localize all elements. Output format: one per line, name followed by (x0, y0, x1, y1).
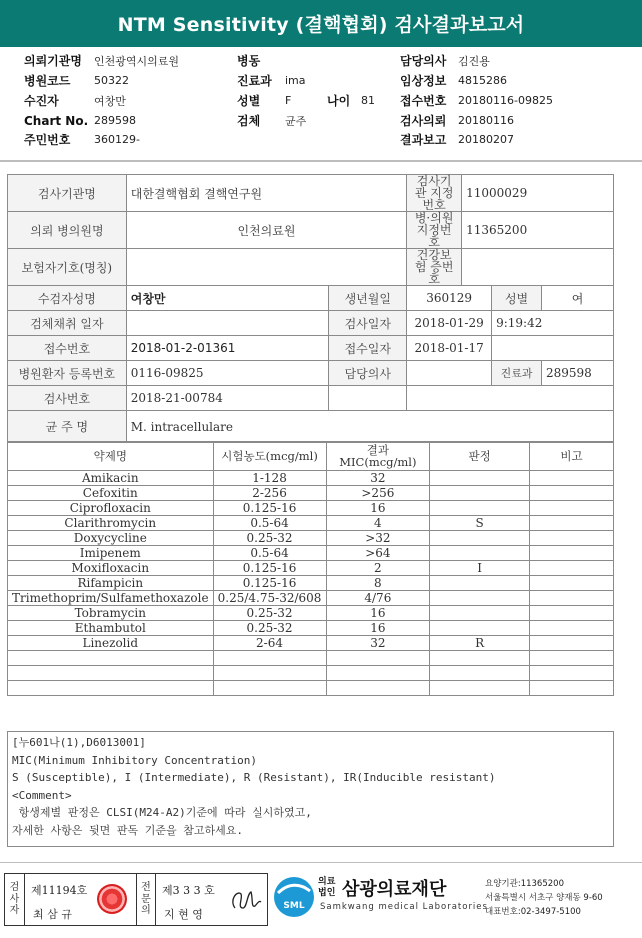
patient-label: 수진자 (24, 94, 59, 108)
organism-value: M. intracellulare (126, 411, 613, 443)
sex-value: F (285, 94, 292, 107)
dept-value: ima (285, 74, 306, 87)
specialist-label: 전 문 의 (136, 874, 156, 925)
drug-row (8, 576, 614, 591)
interpretation-cell: S (430, 516, 530, 531)
accession-value: 20180116-09825 (458, 94, 553, 107)
interpretation-cell (430, 546, 530, 561)
remark-cell (530, 531, 614, 546)
drug-name-cell: Clarithromycin (8, 516, 214, 531)
remark-cell (530, 636, 614, 651)
receipt-date-label: 접수일자 (329, 336, 407, 361)
lab-name-value: 대한결핵협회 결핵연구원 (126, 175, 406, 212)
concentration-cell (213, 681, 326, 696)
concentration-cell: 0.25-32 (213, 621, 326, 636)
test-no-extra-2 (407, 386, 614, 411)
mic-cell (326, 651, 430, 666)
drug-row (8, 621, 614, 636)
name-label: 수검자성명 (8, 286, 127, 311)
reg-value: 0116-09825 (126, 361, 329, 386)
concentration-cell: 1-128 (213, 471, 326, 486)
interpretation-cell (430, 606, 530, 621)
drug-sensitivity-table (7, 441, 614, 696)
doctor-value: 김진용 (458, 54, 490, 68)
col-interp-header: 판정 (430, 442, 530, 471)
drug-name-cell: Ciprofloxacin (8, 501, 214, 516)
age-value: 81 (361, 94, 375, 107)
empty-row (8, 651, 614, 666)
hosp-id-label: 병·의원 지정번호 (407, 212, 462, 249)
interpretation-cell (430, 576, 530, 591)
remark-cell (530, 486, 614, 501)
dept-cell-value: 289598 (542, 361, 614, 386)
collect-value (126, 311, 329, 336)
test-no-label: 검사번호 (8, 386, 127, 411)
interpretation-cell (430, 666, 530, 681)
interpretation-cell (430, 591, 530, 606)
lab-name-label: 검사기관명 (8, 175, 127, 212)
mic-cell: 32 (326, 471, 430, 486)
drug-row (8, 561, 614, 576)
test-no-extra-1 (329, 386, 407, 411)
org-english-name: Samkwang medical Laboratories (320, 902, 488, 912)
institution-value: 인천광역시의료원 (94, 54, 180, 68)
drug-row (8, 501, 614, 516)
drug-row (8, 591, 614, 606)
org-type: 의료 법인 (318, 877, 336, 898)
mic-cell: 8 (326, 576, 430, 591)
remark-cell (530, 546, 614, 561)
birth-label: 생년월일 (329, 286, 407, 311)
lab-id-label: 검사기관 지정번호 (407, 175, 462, 212)
hosp-id-value: 11365200 (462, 212, 614, 249)
interpretation-cell (430, 681, 530, 696)
org-contact-info (485, 877, 603, 919)
lab-id-value: 11000029 (462, 175, 614, 212)
org-name: 삼광의료재단 (342, 879, 447, 900)
drug-name-cell: Cefoxitin (8, 486, 214, 501)
test-date-value: 2018-01-29 (407, 311, 492, 336)
mic-cell: 2 (326, 561, 430, 576)
tester-name: 최 삼 규 (33, 908, 72, 921)
notes-box (7, 731, 614, 847)
receipt-date-value: 2018-01-17 (407, 336, 492, 361)
receipt-value: 2018-01-2-01361 (126, 336, 329, 361)
specimen-label: 검체 (237, 114, 261, 128)
drug-name-cell: Linezolid (8, 636, 214, 651)
hospital-code-label: 병원코드 (24, 74, 71, 88)
concentration-cell: 0.25/4.75-32/608 (213, 591, 326, 606)
sml-logo-icon (272, 875, 316, 919)
mic-cell: 4 (326, 516, 430, 531)
empty-row (8, 681, 614, 696)
mic-cell: 16 (326, 621, 430, 636)
mic-cell (326, 681, 430, 696)
remark-cell (530, 561, 614, 576)
concentration-cell: 0.5-64 (213, 546, 326, 561)
chart-value: 289598 (94, 114, 136, 127)
note-line: S (Susceptible), I (Intermediate), R (Resistant), IR(Inducible resistant) (12, 771, 496, 784)
name-value: 여창만 (126, 286, 329, 311)
doc-label: 담당의사 (329, 361, 407, 386)
drug-name-cell (8, 666, 214, 681)
collect-label: 검체채취 일자 (8, 311, 127, 336)
request-info-table (7, 174, 614, 443)
mic-cell: 32 (326, 636, 430, 651)
specialist-name: 지 현 영 (164, 908, 203, 921)
test-no-value: 2018-21-00784 (126, 386, 329, 411)
sex-label: 성별 (237, 94, 261, 108)
remark-cell (530, 651, 614, 666)
note-line: 항생제별 판정은 CLSI(M24-A2)기준에 따라 실시하였고, (12, 806, 312, 819)
gender-label: 성별 (492, 286, 542, 311)
insurance-value (126, 249, 406, 286)
drug-name-cell: Moxifloxacin (8, 561, 214, 576)
doctor-label: 담당의사 (400, 54, 447, 68)
mic-cell: 16 (326, 501, 430, 516)
clinical-value: 4815286 (458, 74, 507, 87)
req-hosp-value: 인천의료원 (126, 212, 406, 249)
drug-name-cell (8, 651, 214, 666)
drug-row (8, 471, 614, 486)
signature-icon (227, 886, 265, 916)
mic-cell: >256 (326, 486, 430, 501)
dept-label: 진료과 (237, 74, 272, 88)
interpretation-cell (430, 486, 530, 501)
interpretation-cell (430, 621, 530, 636)
note-line: <Comment> (12, 788, 72, 802)
concentration-cell (213, 666, 326, 681)
concentration-cell: 0.25-32 (213, 531, 326, 546)
chart-label: Chart No. (24, 113, 89, 128)
drug-name-cell: Tobramycin (8, 606, 214, 621)
drug-row (8, 516, 614, 531)
concentration-cell: 0.125-16 (213, 501, 326, 516)
remark-cell (530, 606, 614, 621)
test-time-value: 9:19:42 (492, 311, 614, 336)
tester-label: 검 사 자 (5, 874, 25, 925)
remark-cell (530, 621, 614, 636)
patient-header (0, 52, 642, 152)
remark-cell (530, 666, 614, 681)
req-hosp-label: 의뢰 병의원명 (8, 212, 127, 249)
gender-value: 여 (542, 286, 614, 311)
age-label: 나이 (327, 94, 351, 108)
mic-cell: >32 (326, 531, 430, 546)
concentration-cell: 0.25-32 (213, 606, 326, 621)
remark-cell (530, 576, 614, 591)
drug-name-cell: Amikacin (8, 471, 214, 486)
org-phone: 대표번호:02-3497-5100 (485, 907, 581, 917)
note-line: 자세한 사항은 뒷면 판독 기준을 참고하세요. (12, 823, 244, 837)
mic-cell: >64 (326, 546, 430, 561)
mic-cell: 4/76 (326, 591, 430, 606)
interpretation-cell (430, 501, 530, 516)
drug-name-cell: Trimethoprim/Sulfamethoxazole (8, 591, 214, 606)
drug-name-cell: Imipenem (8, 546, 214, 561)
note-line: MIC(Minimum Inhibitory Concentration) (12, 753, 258, 767)
institution-label: 의뢰기관명 (24, 54, 82, 68)
concentration-cell: 0.5-64 (213, 516, 326, 531)
logo-text: SML (283, 901, 305, 911)
ward-label: 병동 (237, 54, 261, 68)
report-label: 결과보고 (400, 133, 447, 147)
request-label: 검사의뢰 (400, 114, 447, 128)
rrn-value: 360129- (94, 133, 140, 146)
header-divider (0, 160, 642, 162)
patient-value: 여창만 (94, 94, 126, 108)
footer-divider (0, 862, 642, 863)
receipt-label: 접수번호 (8, 336, 127, 361)
org-address: 서울특별시 서초구 양재동 9-60 (485, 893, 603, 903)
remark-cell (530, 471, 614, 486)
report-value: 20180207 (458, 133, 514, 146)
test-date-label: 검사일자 (329, 311, 407, 336)
note-line: [누601나(1),D6013001] (12, 736, 146, 749)
drug-row (8, 531, 614, 546)
doc-value (407, 361, 492, 386)
specimen-value: 균주 (285, 114, 307, 128)
insurance-label: 보험자기호(명칭) (8, 249, 127, 286)
col-mic-header: 결과 MIC(mcg/ml) (326, 442, 430, 471)
col-drug-header: 약제명 (8, 442, 214, 471)
remark-cell (530, 501, 614, 516)
remark-cell (530, 681, 614, 696)
interpretation-cell (430, 471, 530, 486)
drug-name-cell: Rifampicin (8, 576, 214, 591)
hospital-code-value: 50322 (94, 74, 129, 87)
drug-row (8, 606, 614, 621)
mic-cell (326, 666, 430, 681)
empty-row (8, 666, 614, 681)
reg-label: 병원환자 등록번호 (8, 361, 127, 386)
mic-cell: 16 (326, 606, 430, 621)
request-value: 20180116 (458, 114, 514, 127)
org-code: 요양기관:11365200 (485, 879, 564, 889)
concentration-cell: 2-256 (213, 486, 326, 501)
concentration-cell: 0.125-16 (213, 576, 326, 591)
col-note-header: 비고 (530, 442, 614, 471)
specialist-number: 제3 3 3 호 (162, 884, 215, 897)
seal-stamp-icon (97, 884, 127, 914)
birth-value: 360129 (407, 286, 492, 311)
report-title: NTM Sensitivity (결핵협회) 검사결과보고서 (0, 0, 642, 47)
drug-row (8, 546, 614, 561)
clinical-label: 임상정보 (400, 74, 447, 88)
drug-name-cell: Ethambutol (8, 621, 214, 636)
drug-name-cell: Doxycycline (8, 531, 214, 546)
interpretation-cell (430, 531, 530, 546)
tester-number: 제11194호 (31, 884, 88, 897)
organism-label: 균 주 명 (8, 411, 127, 443)
rrn-label: 주민번호 (24, 133, 71, 147)
concentration-cell (213, 651, 326, 666)
signature-box (4, 873, 268, 926)
remark-cell (530, 516, 614, 531)
dept-cell-label: 진료과 (492, 361, 542, 386)
interpretation-cell: R (430, 636, 530, 651)
interpretation-cell (430, 651, 530, 666)
col-conc-header: 시험농도(mcg/ml) (213, 442, 326, 471)
interpretation-cell: I (430, 561, 530, 576)
drug-row (8, 636, 614, 651)
health-label: 건강보험 증번호 (407, 249, 462, 286)
accession-label: 접수번호 (400, 94, 447, 108)
drug-name-cell (8, 681, 214, 696)
remark-cell (530, 591, 614, 606)
concentration-cell: 2-64 (213, 636, 326, 651)
receipt-date-extra (492, 336, 614, 361)
concentration-cell: 0.125-16 (213, 561, 326, 576)
drug-row (8, 486, 614, 501)
health-value (462, 249, 614, 286)
